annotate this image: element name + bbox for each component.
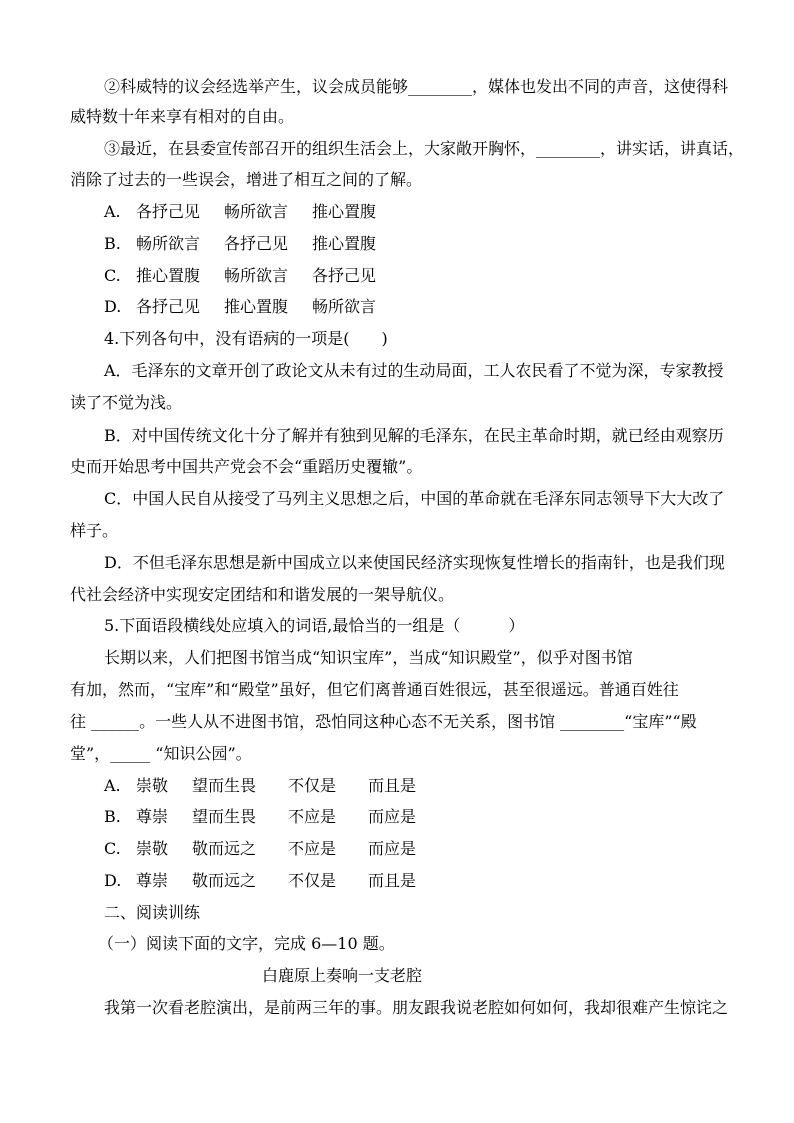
option-word: 推心置腹 xyxy=(136,266,201,285)
option-label: A. xyxy=(104,776,121,795)
subsection-instruction: （一）阅读下面的文字，完成 6—10 题。 xyxy=(98,934,395,953)
option-word: 尊崇 xyxy=(136,871,169,890)
q3-option-a xyxy=(104,202,376,222)
q4-option-d-line1: D．不但毛泽东思想是新中国成立以来使国民经济实现恢复性增长的指南针，也是我们现 xyxy=(104,553,725,572)
option-word: 望而生畏 xyxy=(192,776,257,795)
option-word: 敬而远之 xyxy=(192,839,257,858)
option-word: 敬而远之 xyxy=(192,871,257,890)
option-word: 畅所欲言 xyxy=(312,297,377,316)
option-word: 各抒己见 xyxy=(224,234,289,253)
q4-stem: 4.下列各句中，没有语病的一项是( ) xyxy=(104,329,388,348)
q5-option-b xyxy=(104,807,416,827)
article-title: 白鹿原上奏响一支老腔 xyxy=(262,966,423,985)
option-word: 不应是 xyxy=(288,807,337,826)
q5-passage-line1: 长期以来，人们把图书馆当成“知识宝库”，当成“知识殿堂”，似乎对图书馆 xyxy=(104,648,633,667)
option-word: 各抒己见 xyxy=(136,202,201,221)
option-word: 而且是 xyxy=(368,871,417,890)
option-word: 而且是 xyxy=(368,776,417,795)
option-word: 不仅是 xyxy=(288,871,337,890)
q4-option-a-line2: 读了不觉为浅。 xyxy=(70,393,183,412)
option-word: 畅所欲言 xyxy=(136,234,201,253)
option-word: 推心置腹 xyxy=(224,297,289,316)
option-word: 而应是 xyxy=(368,839,417,858)
q5-passage-line3: 往 ______。一些人从不进图书馆，恐怕同这种心态不无关系，图书馆 ________“宝库”“殿 xyxy=(70,712,697,731)
option-word: 畅所欲言 xyxy=(224,202,289,221)
q5-option-a xyxy=(104,776,416,796)
article-paragraph-line1: 我第一次看老腔演出，是前两三年的事。朋友跟我说老腔如何如何，我却很难产生惊诧之 xyxy=(104,998,729,1017)
option-label: C. xyxy=(104,266,121,285)
q3-item3-line2: 消除了过去的一些误会，增进了相互之间的了解。 xyxy=(70,170,423,189)
q3-item2-line2: 威特数十年来享有相对的自由。 xyxy=(70,107,295,126)
option-word: 各抒己见 xyxy=(136,297,201,316)
q5-passage-line2: 有加，然而，“宝库”和“殿堂”虽好，但它们离普通百姓很远，甚至很遥远。普通百姓往 xyxy=(70,680,679,699)
option-label: A. xyxy=(104,202,121,221)
option-word: 崇敬 xyxy=(136,776,169,795)
option-label: B. xyxy=(104,234,121,253)
option-word: 望而生畏 xyxy=(192,807,257,826)
option-label: D. xyxy=(104,297,122,316)
option-word: 推心置腹 xyxy=(312,234,377,253)
q4-option-b-line2: 史而开始思考中国共产党会不会“重蹈历史覆辙”。 xyxy=(70,457,423,476)
section-heading: 二、阅读训练 xyxy=(104,903,201,922)
option-word: 畅所欲言 xyxy=(224,266,289,285)
q3-item2-line1: ②科威特的议会经选举产生，议会成员能够________，媒体也发出不同的声音，这使得科 xyxy=(104,77,729,96)
q5-option-d xyxy=(104,871,416,891)
q3-option-d xyxy=(104,297,376,317)
option-word: 不应是 xyxy=(288,839,337,858)
q3-option-c xyxy=(104,266,376,286)
option-word: 而应是 xyxy=(368,807,417,826)
q4-option-c-line1: C．中国人民自从接受了马列主义思想之后，中国的革命就在毛泽东同志领导下大大改了 xyxy=(104,489,725,508)
option-label: B. xyxy=(104,807,121,826)
option-word: 尊崇 xyxy=(136,807,169,826)
q4-option-a-line1: A．毛泽东的文章开创了政论文从未有过的生动局面，工人农民看了不觉为深，专家教授 xyxy=(104,361,724,380)
q5-stem: 5.下面语段横线处应填入的词语,最恰当的一组是（ ） xyxy=(104,616,525,635)
option-word: 不仅是 xyxy=(288,776,337,795)
option-word: 各抒己见 xyxy=(312,266,377,285)
option-label: D. xyxy=(104,871,122,890)
q5-option-c xyxy=(104,839,416,859)
q5-passage-line4: 堂”，_____ “知识公园”。 xyxy=(70,744,252,763)
q4-option-b-line1: B．对中国传统文化十分了解并有独到见解的毛泽东，在民主革命时期，就已经由观察历 xyxy=(104,426,724,445)
option-label: C. xyxy=(104,839,121,858)
option-word: 推心置腹 xyxy=(312,202,377,221)
option-word: 崇敬 xyxy=(136,839,169,858)
q4-option-d-line2: 代社会经济中实现安定团结和和谐发展的一架导航仪。 xyxy=(70,585,455,604)
q3-option-b xyxy=(104,234,376,254)
q3-item3-line1: ③最近，在县委宣传部召开的组织生活会上，大家敞开胸怀，________，讲实话，讲真话， xyxy=(104,139,745,158)
q4-option-c-line2: 样子。 xyxy=(70,521,119,540)
